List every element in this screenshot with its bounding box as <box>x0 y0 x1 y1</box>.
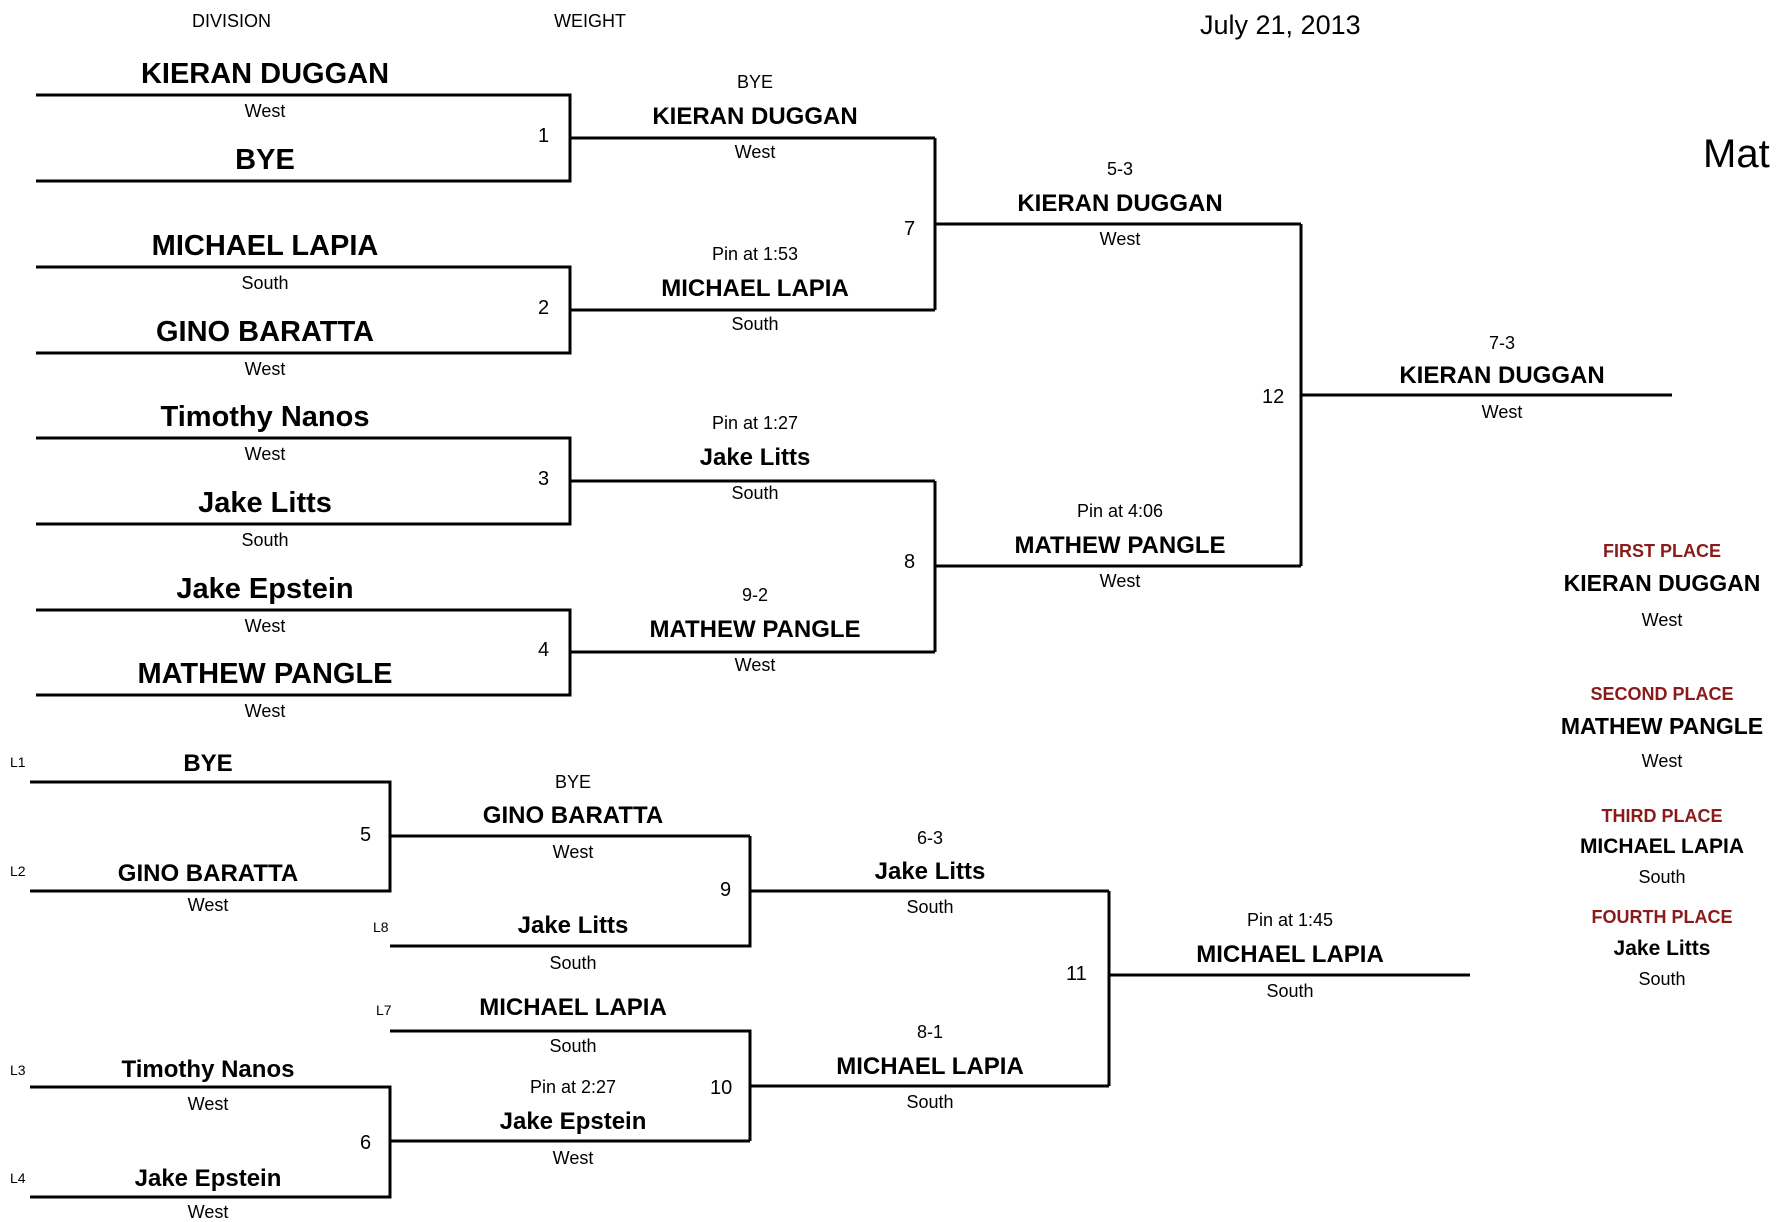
wrestler-team: South <box>906 897 954 917</box>
loser-label: L3 <box>10 1062 26 1078</box>
bout-number: 5 <box>360 824 372 846</box>
match-result: Pin at 4:06 <box>1076 501 1164 521</box>
wrestler-name: MATHEW PANGLE <box>137 658 393 690</box>
wrestler-name: GINO BARATTA <box>155 316 375 348</box>
place-team: West <box>1641 610 1683 630</box>
wrestler-name: BYE <box>183 750 233 777</box>
wrestler-name: KIERAN DUGGAN <box>140 58 390 90</box>
bout-number: 12 <box>1262 386 1285 408</box>
wrestler-team: West <box>552 1148 594 1168</box>
match-result: BYE <box>554 772 592 792</box>
match-result: 9-2 <box>741 585 769 605</box>
wrestler-name: BYE <box>235 144 295 176</box>
wrestler-team: South <box>731 314 779 334</box>
wrestler-name: Jake Epstein <box>499 1108 647 1135</box>
loser-label: L7 <box>376 1002 392 1018</box>
wrestler-name: MICHAEL LAPIA <box>479 994 667 1021</box>
wrestler-name: MICHAEL LAPIA <box>661 275 849 302</box>
wrestler-name: KIERAN DUGGAN <box>1399 362 1605 389</box>
bracket-line <box>36 95 570 181</box>
wrestler-team: West <box>734 655 776 675</box>
wrestler-name: Timothy Nanos <box>121 1056 295 1083</box>
weight-label: WEIGHT <box>554 11 626 31</box>
wrestler-name: MICHAEL LAPIA <box>836 1053 1024 1080</box>
match-result: 5-3 <box>1106 159 1134 179</box>
loser-label: L2 <box>10 863 26 879</box>
bout-number: 3 <box>538 468 550 490</box>
wrestler-team: South <box>1266 981 1314 1001</box>
loser-label: L8 <box>373 919 389 935</box>
bout-number: 2 <box>538 297 550 319</box>
wrestler-team: South <box>241 273 289 293</box>
wrestler-name: Jake Epstein <box>176 573 354 605</box>
bout-number: 10 <box>710 1077 733 1099</box>
wrestler-team: West <box>244 101 286 121</box>
wrestler-name: Jake Litts <box>874 858 986 885</box>
place-name: MICHAEL LAPIA <box>1579 835 1745 858</box>
wrestler-team: West <box>1099 229 1141 249</box>
wrestler-name: MATHEW PANGLE <box>649 616 861 643</box>
wrestler-team: West <box>1099 571 1141 591</box>
wrestler-team: West <box>734 142 776 162</box>
place-label: FOURTH PLACE <box>1591 907 1733 927</box>
loser-label: L4 <box>10 1170 26 1186</box>
match-result: Pin at 1:53 <box>711 244 799 264</box>
wrestler-team: West <box>187 1202 229 1222</box>
match-result: 6-3 <box>916 828 944 848</box>
wrestler-team: West <box>244 359 286 379</box>
match-result: Pin at 1:45 <box>1246 910 1334 930</box>
wrestler-team: South <box>241 530 289 550</box>
place-team: South <box>1638 969 1686 989</box>
match-result: Pin at 2:27 <box>529 1077 617 1097</box>
wrestler-name: GINO BARATTA <box>117 860 299 887</box>
bout-number: 8 <box>904 551 916 573</box>
wrestler-name: Jake Litts <box>517 912 629 939</box>
place-label: THIRD PLACE <box>1601 806 1723 826</box>
wrestler-name: GINO BARATTA <box>482 802 664 829</box>
wrestler-name: Jake Litts <box>198 487 332 519</box>
wrestler-team: West <box>244 444 286 464</box>
wrestler-team: West <box>1481 402 1523 422</box>
match-result: 8-1 <box>916 1022 944 1042</box>
wrestler-team: South <box>549 1036 597 1056</box>
place-team: South <box>1638 867 1686 887</box>
bout-number: 9 <box>720 879 732 901</box>
division-label: DIVISION <box>192 11 272 31</box>
wrestler-team: West <box>244 701 286 721</box>
bout-number: 11 <box>1066 963 1087 985</box>
bout-number: 4 <box>538 639 550 661</box>
wrestler-name: KIERAN DUGGAN <box>652 103 858 130</box>
bout-number: 6 <box>360 1132 372 1154</box>
wrestler-team: West <box>244 616 286 636</box>
place-label: SECOND PLACE <box>1590 684 1734 704</box>
wrestler-team: South <box>906 1092 954 1112</box>
match-result: 7-3 <box>1488 333 1516 353</box>
wrestler-name: MICHAEL LAPIA <box>151 230 379 262</box>
wrestler-team: West <box>187 1094 229 1114</box>
wrestler-team: South <box>549 953 597 973</box>
place-name: Jake Litts <box>1613 937 1711 960</box>
place-team: West <box>1641 751 1683 771</box>
wrestler-name: Timothy Nanos <box>160 401 370 433</box>
wrestler-name: Jake Epstein <box>134 1165 282 1192</box>
wrestler-team: South <box>731 483 779 503</box>
wrestler-name: KIERAN DUGGAN <box>1017 190 1223 217</box>
bout-number: 7 <box>904 218 916 240</box>
loser-label: L1 <box>10 754 26 770</box>
wrestler-team: West <box>187 895 229 915</box>
match-result: BYE <box>736 72 774 92</box>
place-label: FIRST PLACE <box>1602 541 1722 561</box>
wrestler-team: West <box>552 842 594 862</box>
date: July 21, 2013 <box>1200 10 1361 40</box>
place-name: KIERAN DUGGAN <box>1563 570 1761 596</box>
wrestler-name: MATHEW PANGLE <box>1014 532 1226 559</box>
wrestler-name: Jake Litts <box>699 444 811 471</box>
mat-label: Mat <box>1703 132 1770 176</box>
place-name: MATHEW PANGLE <box>1560 713 1764 739</box>
match-result: Pin at 1:27 <box>711 413 799 433</box>
wrestler-name: MICHAEL LAPIA <box>1196 941 1384 968</box>
bout-number: 1 <box>538 125 550 147</box>
